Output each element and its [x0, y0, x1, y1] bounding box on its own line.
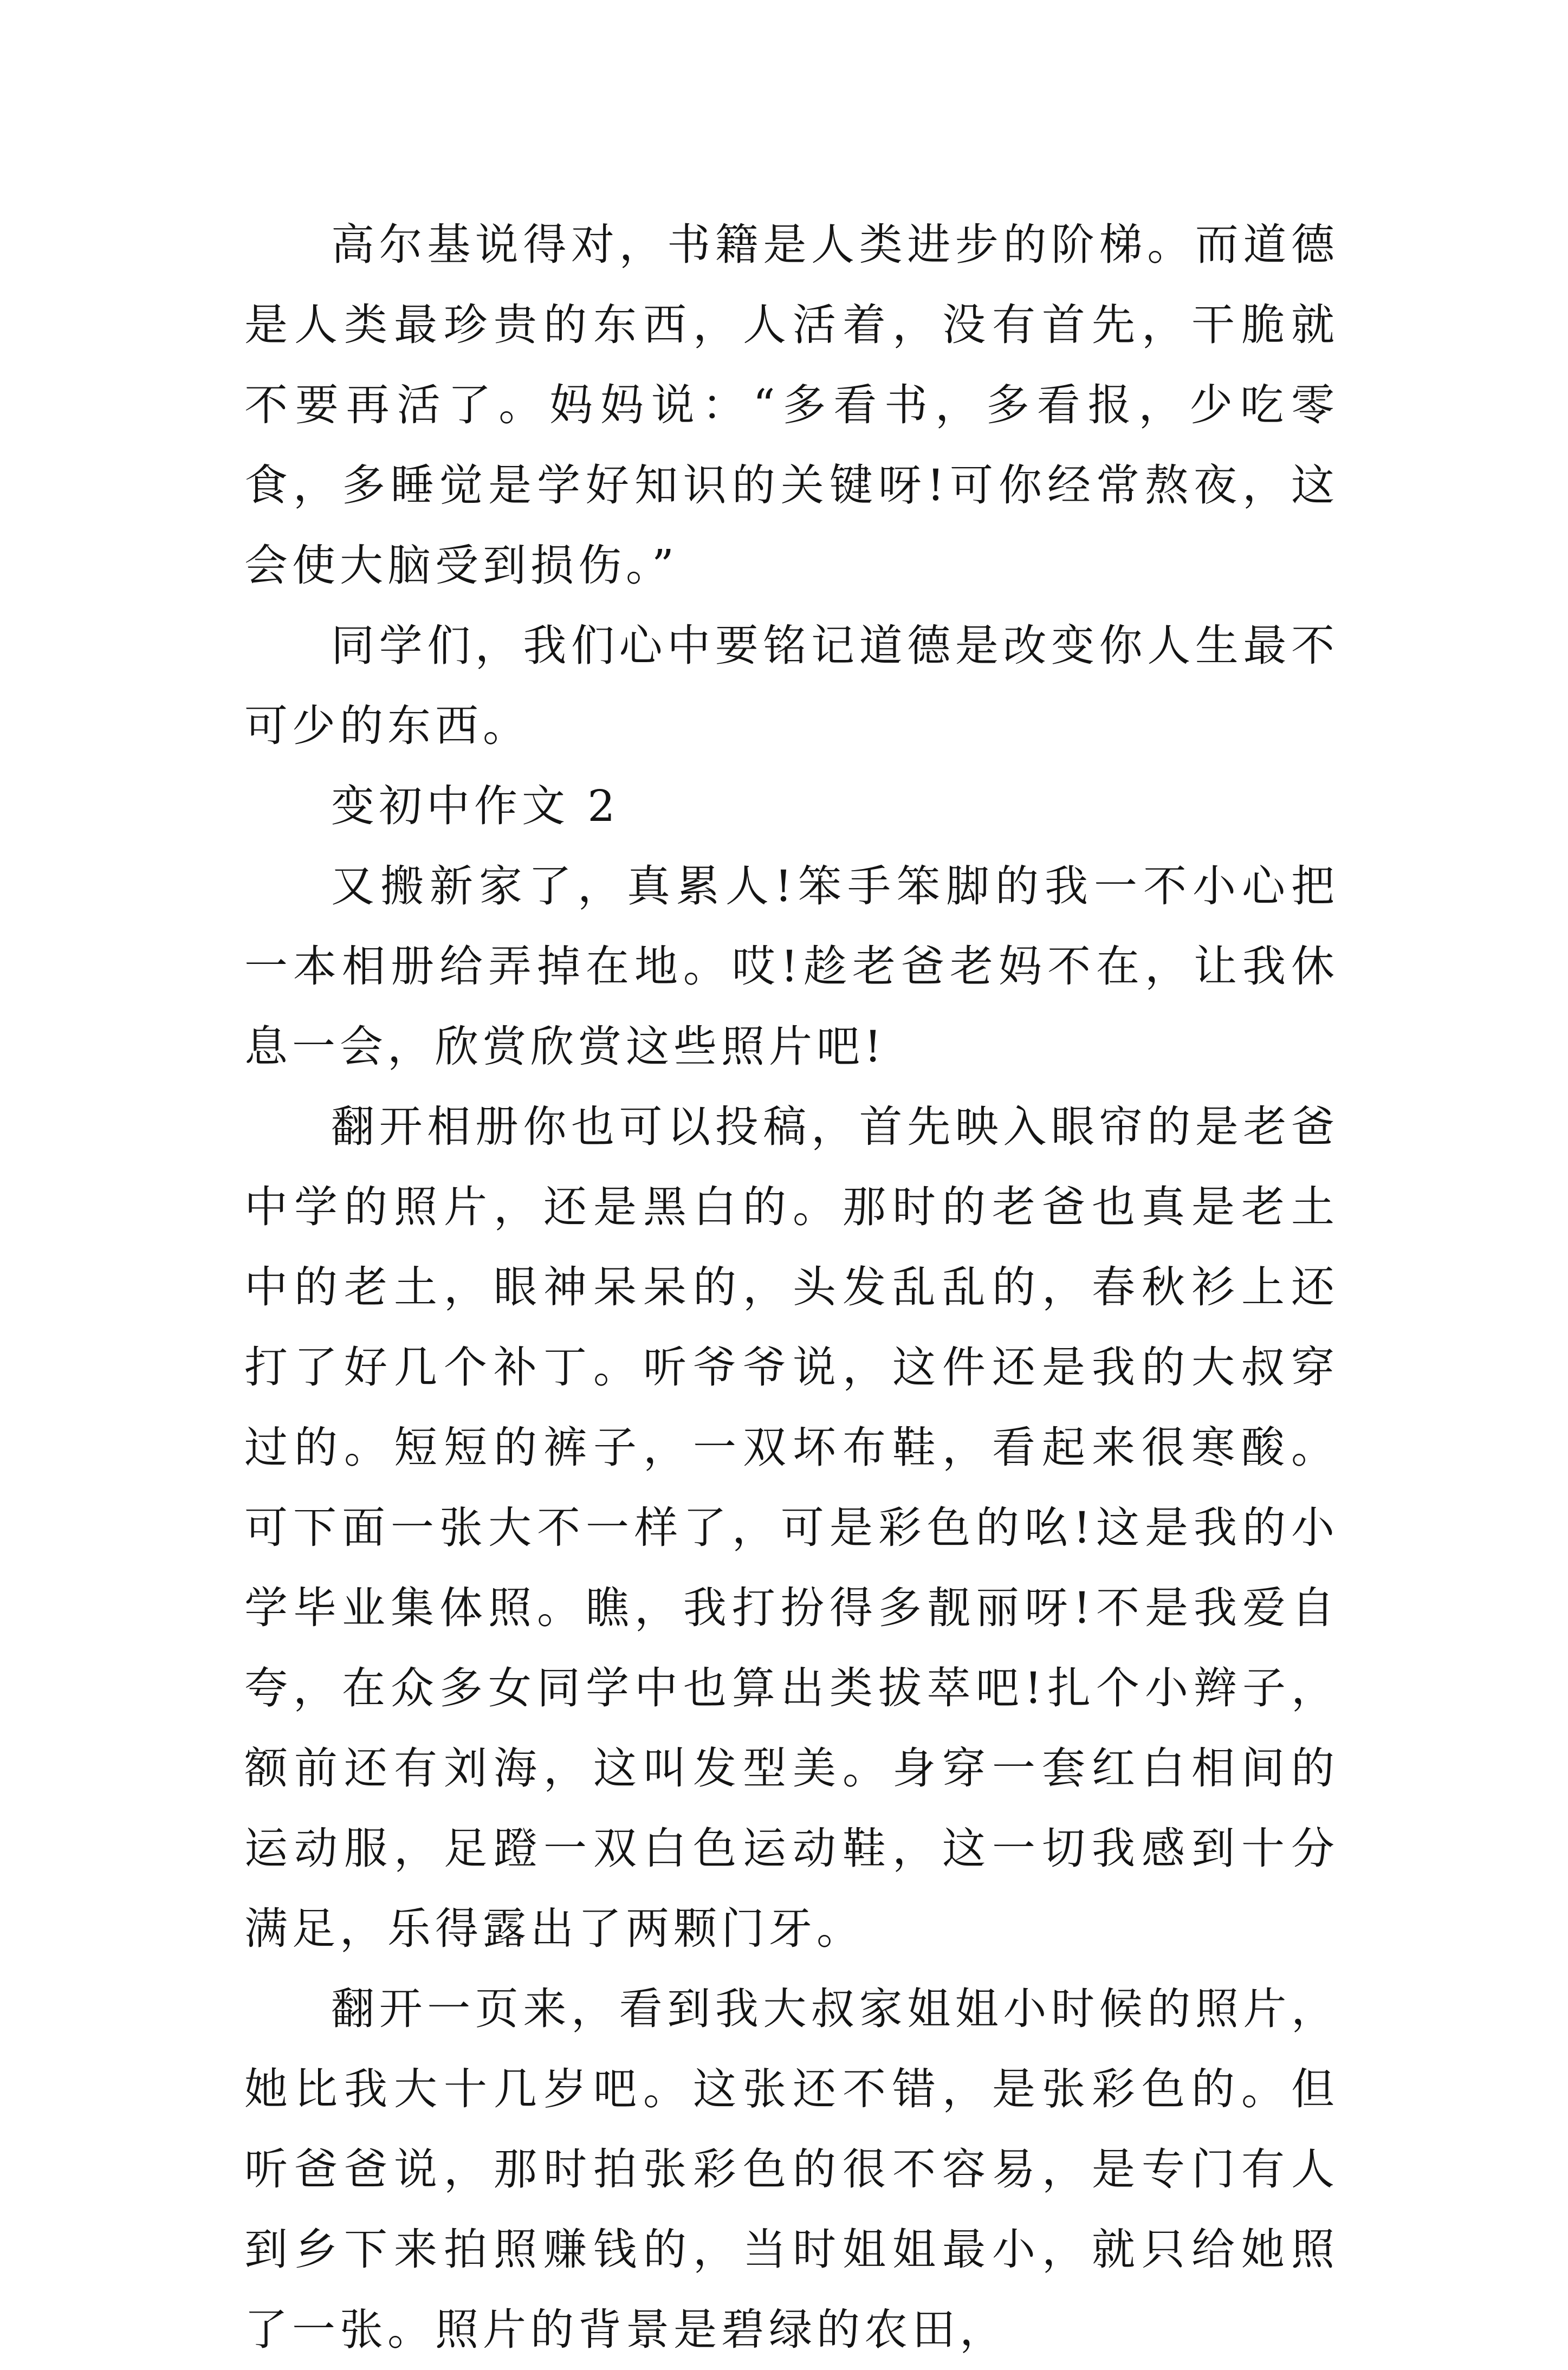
essay-heading: 变初中作文 2	[331, 781, 620, 831]
paragraph-sister-photo: 翻开一页来，看到我大叔家姐姐小时候的照片，她比我大十几岁吧。这张还不错，是张彩色的。但听爸爸说，那时拍张彩色的很不容易，是专门有人到乡下来拍照赚钱的，当时姐姐最小，就只给她照了一张。照片的背景是碧绿的农田，	[244, 1984, 1339, 2355]
paragraph-classmates: 同学们，我们心中要铭记道德是改变你人生最不可少的东西。	[244, 620, 1339, 751]
paragraph-moving-house: 又搬新家了，真累人!笨手笨脚的我一不小心把一本相册给弄掉在地。哎!趁老爸老妈不在，让我休息一会，欣赏欣赏这些照片吧!	[244, 861, 1339, 1072]
paragraph-dad-photo: 翻开相册你也可以投稿，首先映入眼帘的是老爸中学的照片，还是黑白的。那时的老爸也真是老土中的老土，眼神呆呆的，头发乱乱的，春秋衫上还打了好几个补丁。听爷爷说，这件还是我的大叔穿过的。短短的裤子，一双坏布鞋，看起来很寒酸。可下面一张大不一样了，可是彩色的吆!这是我的小学毕业集体照。瞧，我打扮得多靓丽呀!不是我爱自夸，在众多女同学中也算出类拔萃吧!扎个小辫子，额前还有刘海，这叫发型美。身穿一套红白相间的运动服，足蹬一双白色运动鞋，这一切我感到十分满足，乐得露出了两颗门牙。	[244, 1102, 1339, 1954]
document-body	[244, 205, 1339, 2370]
paragraph-gorky-quote: 高尔基说得对，书籍是人类进步的阶梯。而道德是人类最珍贵的东西，人活着，没有首先，干脆就不要再活了。妈妈说：“多看书，多看报，少吃零食，多睡觉是学好知识的关键呀!可你经常熬夜，这会使大脑受到损伤。”	[244, 219, 1339, 591]
